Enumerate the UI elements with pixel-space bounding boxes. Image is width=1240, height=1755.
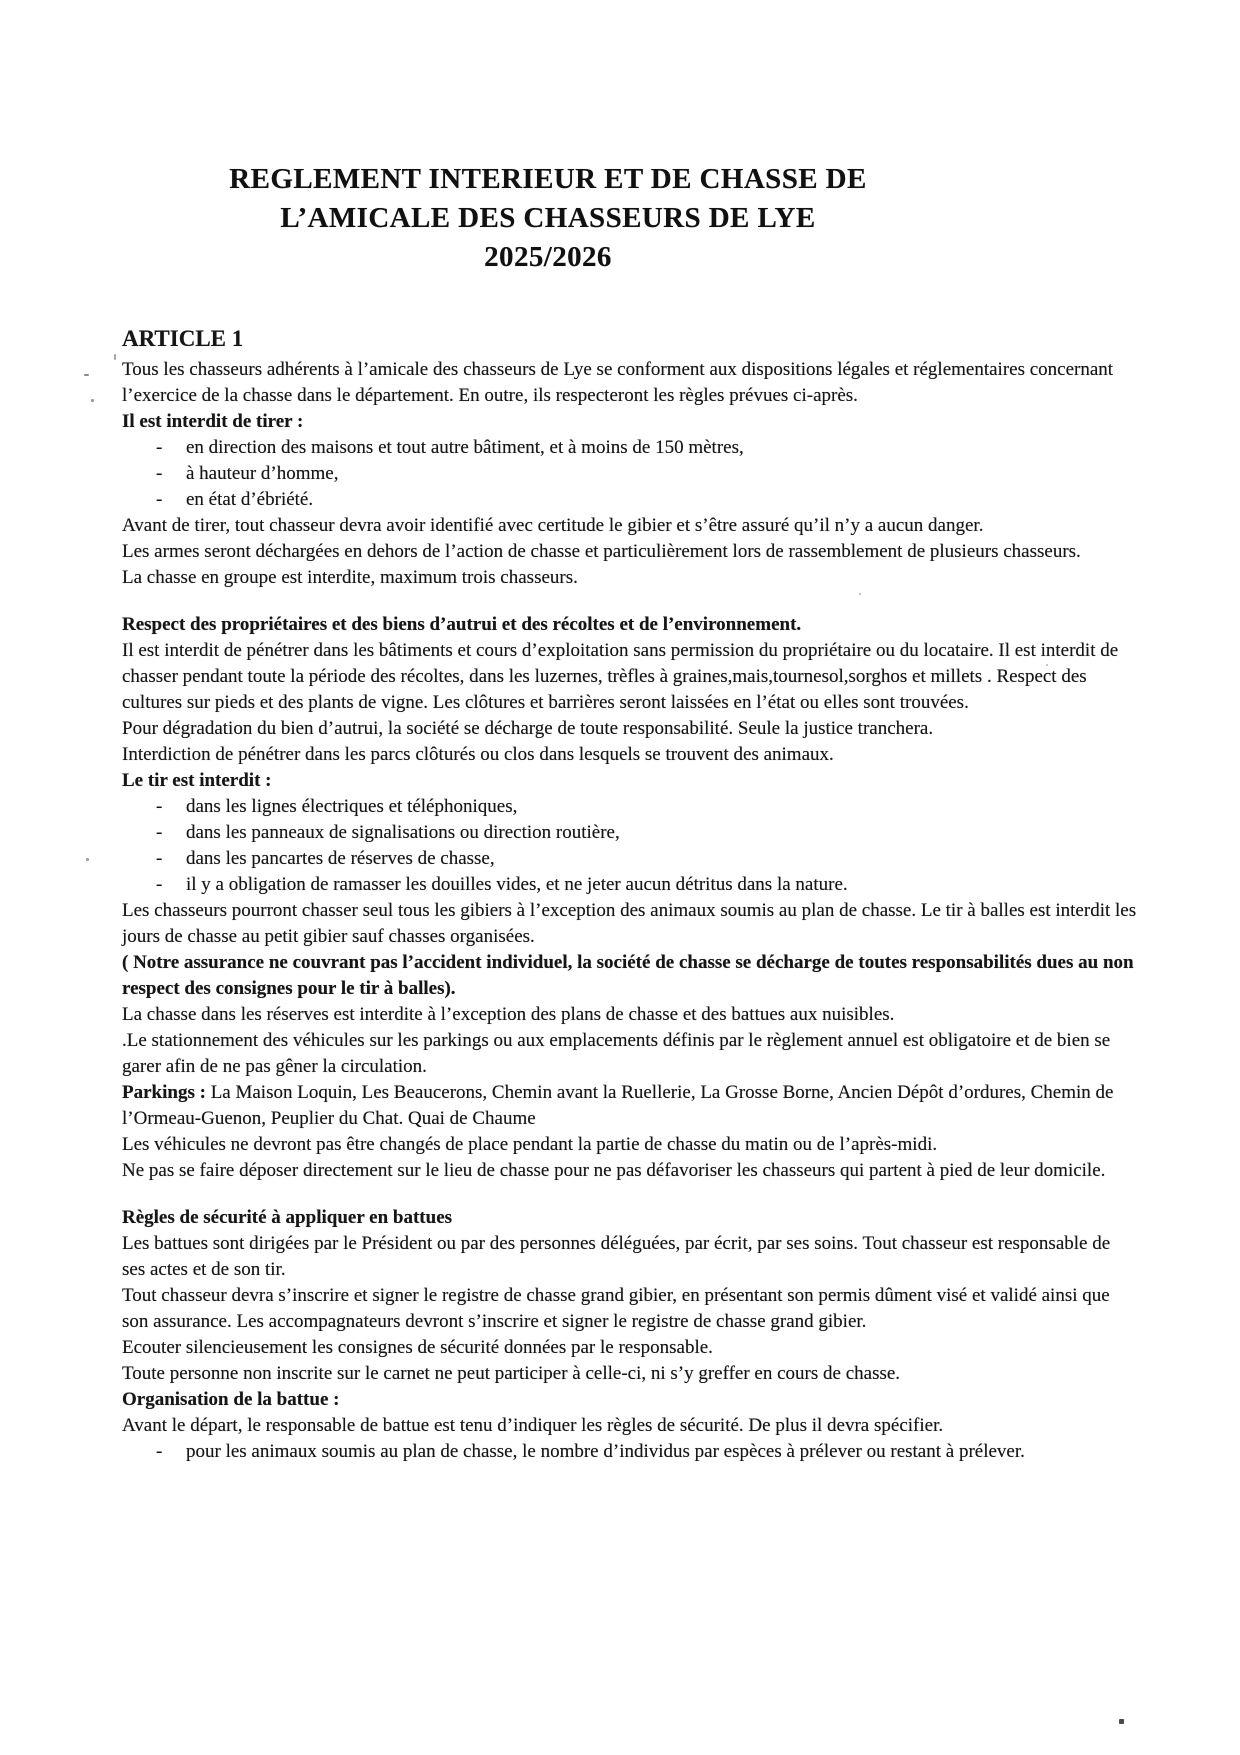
paragraph: Ecouter silencieusement les consignes de sécurité données par le responsable. xyxy=(122,1337,713,1358)
paragraph: Les chasseurs pourront chasser seul tous les gibiers à l’exception des animaux soumis au plan de chasse. Le tir à balles est interdit les jours de chasse au petit gibier sauf chasses organisées. xyxy=(122,900,1137,947)
bullet-text: dans les panneaux de signalisations ou direction routière, xyxy=(186,822,620,843)
bullet-item xyxy=(122,794,1138,820)
section-heading: Organisation de la battue : xyxy=(122,1389,340,1410)
document-content xyxy=(122,0,1138,1465)
paragraph-text: La Maison Loquin, Les Beaucerons, Chemin avant la Ruellerie, La Grosse Borne, Ancien Dépôt d’ordures, Chemin de l’Ormeau-Guenon, Peuplier du Chat. Quai de Chaume xyxy=(122,1082,1114,1129)
section-heading: ( Notre assurance ne couvrant pas l’accident individuel, la société de chasse se décharge de toutes responsabilités dues au non respect des consignes pour le tir à balles). xyxy=(122,952,1134,999)
bullet-item xyxy=(122,1439,1138,1465)
section-heading: Règles de sécurité à appliquer en battues xyxy=(122,1207,453,1228)
paragraph xyxy=(122,1080,1138,1132)
bullet-text: dans les pancartes de réserves de chasse, xyxy=(186,848,495,869)
document-blocks xyxy=(122,357,1138,1465)
bullet-item xyxy=(122,846,1138,872)
scan-speck xyxy=(91,399,94,402)
paragraph: Avant de tirer, tout chasseur devra avoir identifié avec certitude le gibier et s’être assuré qu’il n’y a aucun danger. xyxy=(122,515,984,536)
document-title xyxy=(122,160,974,277)
scan-speck xyxy=(86,858,89,861)
section-heading: Le tir est interdit : xyxy=(122,770,272,791)
scan-speck xyxy=(84,374,89,376)
bullet-item xyxy=(122,487,1138,513)
paragraph: Tout chasseur devra s’inscrire et signer le registre de chasse grand gibier, en présentant son permis dûment visé et validé ainsi que son assurance. Les accompagnateurs devront s’inscrire et signer le registre de chasse grand gibier. xyxy=(122,1285,1110,1332)
paragraph: Il est interdit de pénétrer dans les bâtiments et cours d’exploitation sans permission du propriétaire ou du locataire. Il est interdit de chasser pendant toute la période des récoltes, dans les luzernes, trèfles à graines,mais,tournesol,sorghos et millets . Respect des cultures sur pieds et des plants de vigne. Les clôtures et barrières seront laissées en l’état ou elles sont trouvées. xyxy=(122,640,1119,713)
document-title-line-2: L’AMICALE DES CHASSEURS DE LYE xyxy=(280,202,816,234)
paragraph-lead: Parkings : xyxy=(122,1082,206,1103)
document-title-season: 2025/2026 xyxy=(484,241,612,273)
document-title-line-1: REGLEMENT INTERIEUR ET DE CHASSE DE xyxy=(229,163,867,195)
bullet-dash-icon: - xyxy=(156,848,163,869)
paragraph: Interdiction de pénétrer dans les parcs clôturés ou clos dans lesquels se trouvent des animaux. xyxy=(122,744,834,765)
paragraph: Les véhicules ne devront pas être changés de place pendant la partie de chasse du matin ou de l’après-midi. xyxy=(122,1134,938,1155)
paragraph: Avant le départ, le responsable de battue est tenu d’indiquer les règles de sécurité. De plus il devra spécifier. xyxy=(122,1415,944,1436)
bullet-text: il y a obligation de ramasser les douilles vides, et ne jeter aucun détritus dans la nature. xyxy=(186,874,848,895)
paragraph: Pour dégradation du bien d’autrui, la société se décharge de toute responsabilité. Seule la justice tranchera. xyxy=(122,718,934,739)
bullet-dash-icon: - xyxy=(156,463,163,484)
bullet-item xyxy=(122,461,1138,487)
bullet-item xyxy=(122,820,1138,846)
bullet-dash-icon: - xyxy=(156,822,163,843)
section-heading: Il est interdit de tirer : xyxy=(122,411,304,432)
bullet-text: à hauteur d’homme, xyxy=(186,463,339,484)
paragraph: .Le stationnement des véhicules sur les parkings ou aux emplacements définis par le règlement annuel est obligatoire et de bien se garer afin de ne pas gêner la circulation. xyxy=(122,1030,1111,1077)
paragraph: Toute personne non inscrite sur le carnet ne peut participer à celle-ci, ni s’y greffer en cours de chasse. xyxy=(122,1363,901,1384)
bullet-dash-icon: - xyxy=(156,874,163,895)
paragraph: Les armes seront déchargées en dehors de l’action de chasse et particulièrement lors de rassemblement de plusieurs chasseurs. xyxy=(122,541,1081,562)
bullet-text: en état d’ébriété. xyxy=(186,489,314,510)
bullet-text: en direction des maisons et tout autre bâtiment, et à moins de 150 mètres, xyxy=(186,437,744,458)
bullet-item xyxy=(122,872,1138,898)
bullet-text: dans les lignes électriques et téléphoniques, xyxy=(186,796,518,817)
bullet-dash-icon: - xyxy=(156,489,163,510)
paragraph: La chasse en groupe est interdite, maximum trois chasseurs. xyxy=(122,567,578,588)
bullet-dash-icon: - xyxy=(156,796,163,817)
section-heading: Respect des propriétaires et des biens d’autrui et des récoltes et de l’environnement. xyxy=(122,614,802,635)
scan-speck xyxy=(114,354,116,360)
paragraph: Les battues sont dirigées par le Président ou par des personnes déléguées, par écrit, par ses soins. Tout chasseur est responsable de ses actes et de son tir. xyxy=(122,1233,1111,1280)
scan-speck xyxy=(1119,1719,1124,1724)
bullet-dash-icon: - xyxy=(156,437,163,458)
paragraph: La chasse dans les réserves est interdite à l’exception des plans de chasse et des battues aux nuisibles. xyxy=(122,1004,895,1025)
article-1-heading: ARTICLE 1 xyxy=(122,326,244,351)
paragraph: Tous les chasseurs adhérents à l’amicale des chasseurs de Lye se conforment aux dispositions légales et réglementaires concernant l’exercice de la chasse dans le département. En outre, ils respecteront les règles prévues ci-après. xyxy=(122,359,1114,406)
bullet-text: pour les animaux soumis au plan de chasse, le nombre d’individus par espèces à prélever ou restant à prélever. xyxy=(186,1441,1025,1462)
bullet-dash-icon: - xyxy=(156,1441,163,1462)
bullet-item xyxy=(122,435,1138,461)
paragraph: Ne pas se faire déposer directement sur le lieu de chasse pour ne pas défavoriser les chasseurs qui partent à pied de leur domicile. xyxy=(122,1160,1106,1181)
